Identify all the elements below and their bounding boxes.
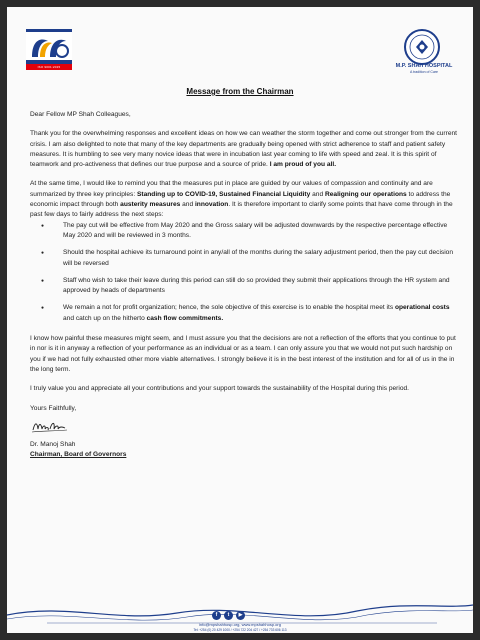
principles-text-3: to address the economic impact through both [30,190,451,209]
innovation: innovation [194,201,229,209]
hospital-tagline: A tradition of Care [409,70,438,74]
signatory-name: Dr. Manoj Shah [30,440,76,448]
operational-costs: operational costs [394,304,450,312]
list-item-text: Staff who wish to take their leave during this period can still do so provided they submit their applications through the HR system and approved by heads of departments [63,276,450,295]
austerity-measures: austerity measures [120,201,181,209]
list-item-text: and catch up on the hitherto [63,314,147,322]
principle-covid-liquidity: Standing up to COVID-19, Sustained Financial Liquidity [137,190,311,198]
list-item-text: We remain a not for profit organization; hence, the sole objective of this exercise is to enable the hospital meet its [63,304,395,312]
principles-text-1: At the same time, I would like to remind you that the measures put in place are guided by our values of compassion and continuity and are summarized by three key principles: [30,180,433,198]
salutation: Dear Fellow MP Shah Colleagues, [30,111,131,118]
hospital-name: M.P. SHAH HOSPITAL [395,63,453,69]
iso-label: ISO 9001:2015 [26,64,72,70]
facebook-icon[interactable]: f [212,611,221,620]
list-item [30,248,458,269]
social-links [212,611,245,620]
iso-certification-logo [26,29,72,69]
letter-body [30,110,458,460]
paragraph-gratitude [30,129,458,170]
list-item-text: The pay cut will be effective from May 2020 and the Gross salary will be adjusted downwards by the respective percentage effective May 2020 and will be reviewed in 3 months. [63,221,448,239]
letter-title: Message from the Chairman [186,87,294,96]
paragraph-appreciation: I truly value you and appreciate all your contributions and your support towards the sustainability of the Hospital during this period. [30,385,409,393]
footer-contact-phone: Tel: +254 (0) 20 429 1000 / +254 722 204 427 / +254 733 606 113 [193,628,287,632]
paragraph-gratitude-text: Thank you for the overwhelming responses and excellent ideas on how we can weather the storm together and come out stronger from the current crisis. I am also delighted to note that many of the key departments are gradually being opened with strict adherence to staff and patient safety measures. It is humbling to see very many novice ideas that were in incubation last year coming to life with speed and zeal. It is this spirit of teamwork and pro-activeness that defines our true purpose and a source of pride. [30,130,457,169]
cash-flow-commitments: cash flow commitments. [146,314,224,322]
signatory-title: Chairman, Board of Governors [30,451,127,459]
paragraph-assurance: I know how painful these measures might seem, and I must assure you that the decisions are not a reflection of the efforts that you continue to put in nor is it in anyway a reflection of your performance as an individual or as a team. I can only assure you that we would not put such hardship on you if we had not fully exhausted other more viable alternatives. I strongly believe it is in the best interest of the institution and for all of us in the in the long term. [30,335,456,373]
principles-text-4: and [180,201,195,209]
closing: Yours Faithfully, [30,404,77,412]
signature-block [30,404,458,461]
letter-page [7,7,473,633]
handwritten-signature [30,416,70,436]
twitter-icon[interactable]: t [224,611,233,620]
youtube-icon[interactable]: ▶ [236,611,245,620]
measures-list [30,221,458,324]
list-item [30,303,458,324]
list-item [30,221,458,242]
principles-text-5: . It is therefore important to clarify some points that have come through in the past few days to fairly address the next steps: [30,201,453,219]
principles-text-2: and [310,190,325,198]
proud-statement: I am proud of you all. [269,161,337,169]
principle-realigning: Realigning our operations [324,190,407,198]
list-item-text: Should the hospital achieve its turnaround point in any/all of the months during the salary adjustment period, then the pay cut decision will be reversed [63,249,454,267]
paragraph-principles [30,179,458,220]
footer-contact-email: info@mpshahhosp.org, www.mpshahhosp.org [199,622,281,627]
list-item [30,276,458,297]
